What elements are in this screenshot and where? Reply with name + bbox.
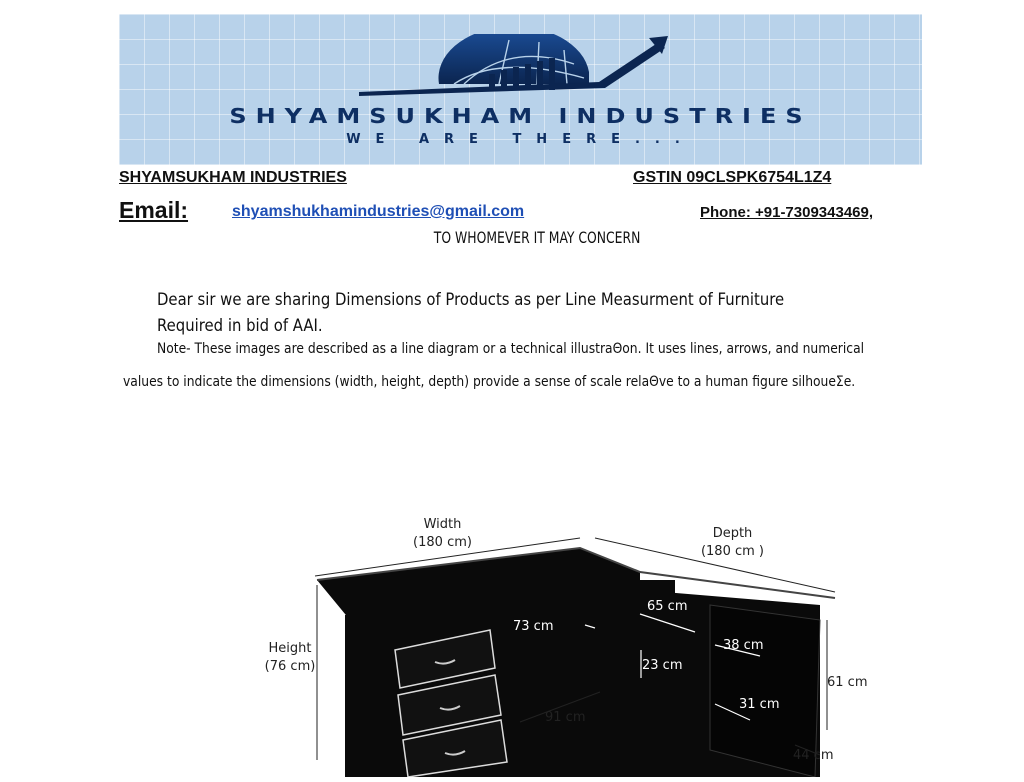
dimension-61cm: 61 cm [827,675,868,690]
dimension-65cm: 65 cm [647,599,688,614]
company-banner [119,14,922,165]
banner-tagline: WE ARE THERE... [346,132,695,147]
paragraph-line-2: Required in bid of AAI. [157,316,323,335]
dimension-31cm: 31 cm [739,697,780,712]
letter-subject [0,228,1024,247]
height-value: (76 cm) [264,659,316,674]
note-line-2: values to indicate the dimensions (width, height, depth) provide a sense of scale relaΘve to a human figure silhoueΣe. [123,374,856,390]
dimension-73cm: 73 cm [513,619,554,634]
letter-subject-text: TO WHOMEVER IT MAY CONCERN [433,228,641,247]
width-label: Width [423,517,462,532]
email-label: Email: [119,197,189,223]
width-dimension [405,516,480,552]
dimension-44cm: 44 cm [793,748,834,763]
dimension-23cm: 23 cm [642,658,683,673]
width-value: (180 cm) [413,535,472,550]
desk-dimension-diagram [255,510,875,777]
email-link[interactable]: shyamshukhamindustries@gmail.com [232,203,525,220]
desk-illustration [255,510,875,777]
company-logo [359,34,669,96]
company-name: SHYAMSUKHAM INDUSTRIES [119,169,347,186]
dimension-91cm: 91 cm [545,710,586,725]
banner-company-title: SHYAMSUKHAM INDUSTRIES [229,104,812,128]
dimension-38cm: 38 cm [723,638,764,653]
note-line-1: Note- These images are described as a line diagram or a technical illustraΘon. It uses lines, arrows, and numerical [157,341,865,357]
height-dimension [260,640,320,676]
depth-dimension [695,525,770,561]
depth-value: (180 cm ) [700,544,765,559]
paragraph-line-1: Dear sir we are sharing Dimensions of Products as per Line Measurment of Furniture [157,290,785,309]
depth-label: Depth [712,526,753,541]
height-label: Height [268,641,312,656]
phone-number: Phone: +91-7309343469, [700,204,874,221]
gstin-number: GSTIN 09CLSPK6754L1Z4 [633,169,832,186]
